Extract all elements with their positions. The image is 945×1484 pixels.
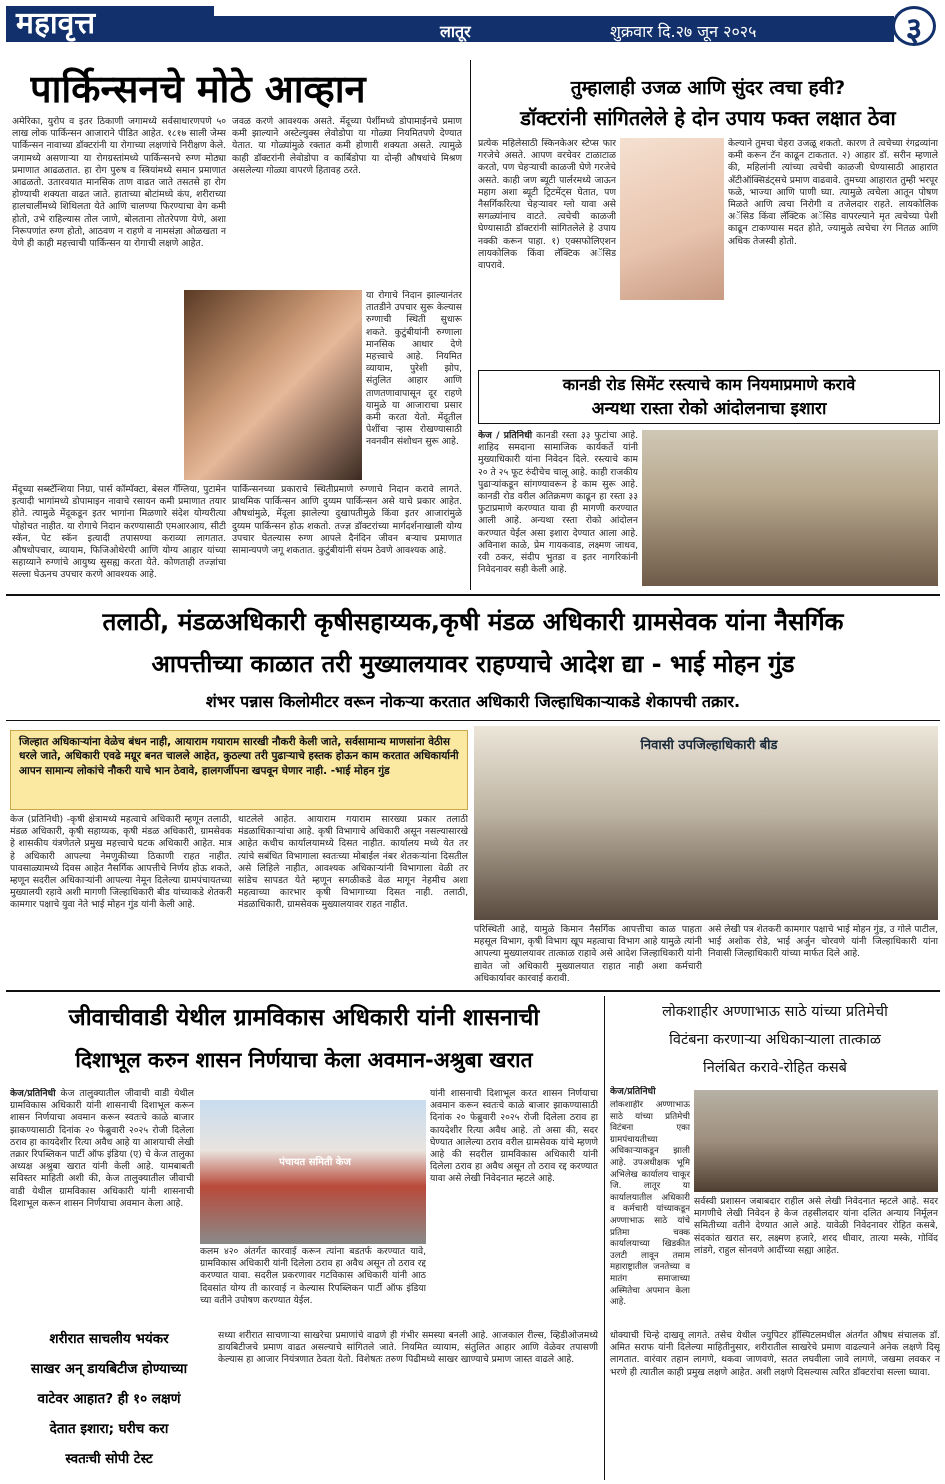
diabetes-headline-line3: वाटेवर आहात? ही १० लक्षणं [37, 1391, 181, 1407]
talathi-caption: परिस्थिती आहे, यामुळे किमान नैसर्गिक आपत्तीचा काळ पाहता महसूल विभाग, कृषी विभाग खूप महत्वाचा विभाग आहे यामुळे त्यांनी आपल्या मुख्यालयावर तात्काळ राहावे असे आदेश जिल्हाधिकारी यांनी द्यावेत जो अधिकारी मुख्यालयात राहात नाही अशा कर्मचारी अधिकार्यावर कारवाई करावी. [474, 924, 702, 984]
jivachiwadi-byline: केज/प्रतिनिधी [10, 1088, 56, 1099]
parkinson-hands-photo [184, 290, 362, 480]
talathi-col1: केज (प्रतिनिधी) -कृषी क्षेत्रामध्ये महत्वाचे अधिकारी म्हणून तलाठी, मंडळ अधिकारी, कृषी सहाय्यक, कृषी मंडळ अधिकारी, ग्रामसेवक हे शासकीय यंत्रणेतले प्रमुख महत्त्वाचे घटक अधिकारी आहेत. मात्र हे अधिकारी आपल्या नेमणुकीच्या ठिकाणी राहत नाहीत. पावसाळ्यामध्ये दिवस आहेत नैसर्गिक आपत्तीचे निर्णय होऊ शकते, म्हणून सदरील अधिकाऱ्यांनी आपल्या नेमून दिलेल्या ग्रामपंचायतच्या मुख्यालयी रहावे अशी मागणी जिल्हाधिकारी बीड यांच्याकडे शेतकरी कामगार पक्षाचे युवा नेते भाई मोहन गुंड यांनी केली आहे. [10, 814, 232, 911]
section-divider [6, 990, 940, 992]
section-divider [6, 720, 940, 721]
parkinson-col1-bottom: मेंदूच्या सब्स्टॅन्शिया निग्रा, पार्स कॉम्पॅक्टा, बेसल गँग्लिया, पुटामेन इत्यादी भागांमध्ये डोपामाइन नावाचे रसायन कमी प्रमाणात तयार होते. त्यामुळे मेंदूकडून इतर भागांना मिळणारे संदेश योग्यरीत्या पोहोचत नाहीत. या रोगाचे निदान करण्यासाठी एमआरआय, सीटी स्कॅन, पेट स्कॅन इत्यादी तपासण्या कराव्या लागतात. औषधोपचार, व्यायाम, फिजिओथेरपी आणि योग्य आहार यांच्या सहाय्याने रुग्णांचे आयुष्य सुसह्य करता येते. कोणताही तज्ज्ञांचा सल्ला घेऊनच उपचार करणे आवश्यक आहे. [12, 484, 226, 581]
talathi-subhead: शंभर पन्नास किलोमीटर वरून नोकऱ्या करतात अधिकारी जिल्हाधिकाऱ्याकडे शेकापची तक्रार. [205, 692, 741, 711]
jivachiwadi-building-photo [200, 1100, 426, 1244]
annabhau-group-photo [694, 1090, 938, 1192]
kandi-group-photo [642, 430, 938, 586]
talathi-officer-photo [474, 726, 938, 920]
kandi-byline: केज / प्रतिनिधी [478, 430, 533, 441]
jivachiwadi-col3: यांनी शासनाची दिशाभूल करत शासन निर्णयाचा अवमान करून स्वतःचे काळे बाजार झाकण्यासाठी दिनांक २० फेब्रुवारी २०२५ रोजी दिलेला ठराव हा कायदेशीर रित्या अवैध आहे. तो असा की, सदर घेण्यात आलेल्या ठराव वरील ग्रामसेवक यांचे म्हणणे आहे की सदरील ग्रामविकास अधिकारी यांनी दिलेला ठराव हा अवैध असून तो ठराव रद्द करण्यात यावा असे लेखी निवेदनात म्हटले आहे. [430, 1088, 598, 1185]
masthead-bar [214, 16, 894, 42]
talathi-headline-line2: आपत्तीच्या काळात तरी मुख्यालयावर राहण्याचे आदेश द्या - भाई मोहन गुंड [151, 650, 795, 678]
kandi-body [478, 430, 638, 588]
diabetes-headline-line1: शरीरात साचलीय भयंकर [49, 1331, 169, 1347]
talathi-col2: थाटलेले आहेत. आयाराम गयाराम सारख्या प्रकार तलाठी मंडळाधिकाऱ्यांचा आहे. कृषी विभागाचे अधिकारी असून नसल्यासारखे आहेत कधीच कार्यालयामध्ये दिसत नाहीत. कार्यालय मध्ये येत तर त्यांचे सबंधित विभागाला स्वतःच्या मोबाईल नंबर शेतकऱ्यांना दिसतील असे लिहिले नाहीत, आवश्यक अधिकाऱ्यांनी विभागाला वेळी तर सांडेच सापडत येते म्हणून सगळीकडे वेळ मागून नेहमीच अशा महत्वाच्या कारभार कृषी विभागाच्या दिसत नाही. तलाठी, मंडळाधिकारी, ग्रामसेवक मुख्यालयावर राहत नाहीत. [238, 814, 468, 911]
edition-city: लातूर [440, 22, 471, 41]
jivachiwadi-headline-line1: जीवाचीवाडी येथील ग्रामविकास अधिकारी यांनी शासनाची [68, 1005, 540, 1031]
skin-col-right: केल्याने तुमचा चेहरा उजळू शकतो. कारण ते त्वचेच्या रंगद्रव्यांना कमी करून टॅन काढून टाकतात. २) आहार डॉ. सरीन म्हणाले की, महिलांनी त्यांच्या त्वचेची काळजी घेण्यासाठी आहारात अँटीऑक्सिडंट्सचे प्रमाण वाढवावे. तुमच्या आहारात तुम्ही भरपूर फळे, भाज्या आणि पाणी घ्या. त्यामुळे त्वचेला आतून पोषण मिळते आणि त्वचा निरोगी व तजेलदार राहते. लायकोलिक अॅसिड किंवा लॅक्टिक अॅसिड वापरल्याने मृत त्वचेच्या पेशी काढून टाकण्यास मदत होते, ज्यामुळे त्वचेचा रंग नितळ आणि अधिक तेजस्वी होतो. [728, 138, 938, 247]
talathi-col3: असे लेखी पत्र शेतकरी कामगार पक्षाचे भाई मोहन गुंड, उ गोले पाटील, भाई अशोक रोडे, भाई अर्जुन चोरवणे यांनी जिल्हाधिकारी यांना निवासी जिल्हाधिकारी यांच्या मार्फत दिले आहे. [708, 924, 938, 960]
kandi-headline-line2: अन्यथा रास्ता रोको आंदोलनाचा इशारा [591, 399, 827, 419]
skin-model-photo [620, 138, 724, 300]
diabetes-body-right: धोक्याची चिन्हे दाखवू लागते. तसेच येथील ज्युपिटर हॉस्पिटलमधील अंतर्गत औषध संचालक डॉ. अमित सराफ यांनी दिलेल्या माहितीनुसार, शरीरातील साखरेचे प्रमाण वाढल्याने अनेक लक्षणे दिसू लागतात. वारंवार तहान लागणे, थकवा जाणवणे, सतत लघवीला जावे लागणे, जखमा लवकर न भरणे ही त्यातील काही प्रमुख लक्षणे आहेत. अशी लक्षणे दिसल्यास त्वरित डॉक्टरांचा सल्ला घ्यावा. [610, 1330, 940, 1378]
jivachiwadi-headline-line2: दिशाभूल करुन शासन निर्णयाचा केला अवमान-अश्रुबा खरात [75, 1048, 533, 1072]
building-sign-label: पंचायत समिती केज [279, 1157, 351, 1168]
diabetes-headline-line2: साखर अन् डायबिटीज होण्याच्या [30, 1361, 188, 1377]
jivachiwadi-col1-text: केज तालुक्यातील जीवाची वाडी येथील ग्रामविकास अधिकारी यांनी शासनाची दिशाभूल करून शासन निर्णयाचा अवमान करून स्वतःचे काळे बाजार झाकण्यासाठी दिनांक २० फेब्रुवारी २०२५ रोजी दिलेला ठराव हा कायदेशीर रित्या अवैध आहे या आशयाची लेखी तक्रार रिपब्लिकन पार्टी ऑफ इंडिया (ए) चे केज तालुका अध्यक्ष अश्रुबा खरात यांनी केली आहे. यामबाबती सविस्तर माहिती अशी की, केज तालुक्यातील जीवाची वाडी येथील ग्रामविकास अधिकारी यांनी शासनाची दिशाभूल करून शासन निर्णयाचा अवमान केला आहे. [10, 1088, 194, 1209]
annabhau-byline: केज/प्रतिनिधी [610, 1086, 656, 1097]
diabetes-headline-line4: देतात इशारा; घरीच करा [49, 1421, 169, 1437]
talathi-pullquote: जिल्हात अधिकाऱ्यांना वेळेच बंधन नाही, आयाराम गयाराम सारखी नौकरी केली जाते, सर्वसामान्य माणसांना वेठीस धरले जाते, अधिकारी एवढे मग्रूर बनत चालले आहेत, कुठल्या तरी पुढाऱ्याचे हस्तक होऊन काम करतात अधिकार्यानी आपन सामान्य लोकांचे नौकरी याचे भान ठेवावे, हालगर्जीपना खपवून घेणार नाही. -भाई मोहन गुंड [10, 730, 468, 810]
skin-headline-line2: डॉक्टरांनी सांगितलेले हे दोन उपाय फक्त लक्षात ठेवा [520, 106, 896, 130]
column-divider [604, 996, 605, 1480]
annabhau-headline [610, 998, 940, 1082]
parkinson-col1-top: अमेरिका, युरोप व इतर ठिकाणी जगामध्ये सर्वसाधारणपणे ५० लाख लोक पार्किन्सन आजाराने पीडित आहेत. १८१७ साली जेम्स पार्किन्सन नावाच्या डॉक्टरांनी या रोगाच्या लक्षणांचे निरीक्षण केले. जगामध्ये असणाऱ्या या रोगग्रस्तांमध्ये पार्किन्सनचे रुग्ण मोठ्या प्रमाणात आढळतात. हा रोग पुरुष व स्त्रियांमध्ये समान प्रमाणात आढळतो. उतारवयात मानसिक ताण वाढत जाते तसतसे हा रोग होण्याची शक्यता वाढत जाते. हाताच्या बोटांमध्ये कंप, शरीराच्या हालचालींमध्ये शिथिलता येते आणि चालण्या फिरण्याचा वेग कमी होतो, उभे राहिल्यास तोल जाणे, बोलताना तोतरेपणा येणे, अशा निरूपणांत रुग्ण होतो, आठवण न राहणे व नामसंज्ञा ओळखता न येणे ही काही महत्त्वाची पार्किन्सन या रोगाची लक्षणे आहेत. [12, 116, 226, 250]
jivachiwadi-col2: कलम ४२० अंतर्गत कारवाई करून त्यांना बडतर्फ करण्यात यावे, ग्रामविकास अधिकारी यांनी दिलेला ठराव हा अवैध असून तो ठराव रद्द करण्यात यावा. सदरील प्रकरणावर गटविकास अधिकारी यांनी आठ दिवसांत योग्य ती कारवाई न केल्यास रिपब्लिकन पार्टी ऑफ इंडिया च्या वतीने उपोषण करण्यात येईल. [200, 1246, 426, 1306]
diabetes-sidebar [6, 1324, 212, 1480]
kandi-headline-line1: कानडी रोड सिमेंट रस्त्याचे काम नियमाप्रमाणे करावे [562, 375, 856, 394]
section-divider [6, 594, 940, 596]
annabhau-headline-line2: विटंबना करणाऱ्या अधिकाऱ्याला तात्काळ [669, 1032, 881, 1048]
kandi-headline-box [478, 370, 940, 424]
kandi-text: कानडी रस्ता ३३ फुटांचा आहे. शाहिद समदाना सामाजिक कार्यकर्ते यांनी मुख्याधिकारी यांना निवेदन दिले. रस्त्याचे काम २० ते २५ फूट रुंदीचेच चालू आहे. काही राजकीय पुढाऱ्यांकडून सांगण्यावरून हे काम सुरू आहे. कानडी रोड वरील अतिक्रमण काढून हा रस्ता ३३ फुटाप्रमाणे करण्यात यावा ही मागणी करण्यात आली आहे. अन्यथा रस्ता रोको आंदोलन करण्यात येईल असा इशारा देण्यात आला आहे. अविनाश काळे, प्रेम गायकवाड, लक्ष्मण जाधव, रवी ठकर, संदीप भुतडा व इतर नागरिकांनी निवेदनावर सही केली आहे. [478, 430, 638, 576]
annabhau-headline-line3: निलंबित करावे-रोहित कसबे [703, 1060, 847, 1076]
parkinson-headline: पार्किन्सनचे मोठे आव्हान [30, 67, 366, 111]
parkinson-col2-mid: या रोगाचे निदान झाल्यानंतर तातडीने उपचार सुरू केल्यास रुग्णाची स्थिती सुधारू शकते. कुटुंबीयांनी रुग्णाला मानसिक आधार देणे महत्त्वाचे आहे. नियमित व्यायाम, पुरेशी झोप, संतुलित आहार आणि ताणतणावापासून दूर राहणे यामुळे या आजाराचा प्रसार कमी करता येतो. मेंदूतील पेशींचा ऱ्हास रोखण्यासाठी नवनवीन संशोधन सुरू आहे. [366, 290, 462, 448]
annabhau-col1-text: लोकशाहीर अण्णाभाऊ साठे यांच्या प्रतिमेची विटंबना एका ग्रामपंचायतीच्या अधिकाऱ्याकडून झाली आहे. उपअधीक्षक भूमि अभिलेख कार्यालय चाकूर जि. लातूर या कार्यालयातील अधिकारी व कर्मचारी यांच्याकडून अण्णाभाऊ साठे यांचे प्रतिमा चक्क कार्यालयाच्या खिडकीत उलटी लावून तमाम महाराष्ट्रातील जनतेच्या व मातंग समाजाच्या अस्मितेचा अपमान केला आहे. [610, 1100, 690, 1308]
annabhau-headline-line1: लोकशाहीर अण्णाभाऊ साठे यांच्या प्रतिमेची [662, 1004, 888, 1020]
skin-col-left: प्रत्येक महिलेसाठी स्किनकेअर स्टेप्स फार गरजेचे असते. आपण वरचेवर टाळाटाळ करतो, पण चेहऱ्याची काळजी घेणे गरजेचे असते. काही जण ब्यूटी पार्लरमध्ये जाऊन महाग अशा ब्यूटी ट्रिटमेंट्स घेतात, पण नैसर्गिकरित्या चेहऱ्यावर ग्लो यावा असे सगळ्यांनाच वाटते. त्वचेची काळजी घेण्यासाठी डॉक्टरांनी सांगितलेले हे उपाय नक्की करून पाहा. १) एक्सफोलिएशन लायकोलिक किंवा लॅक्टिक अॅसिड वापरावे. [478, 138, 616, 272]
column-divider [470, 60, 471, 590]
issue-date: शुक्रवार दि.२७ जून २०२५ [610, 22, 757, 41]
parkinson-col2-bottom: पार्किन्सनच्या प्रकाराचे स्थितीप्रमाणे रुग्णाचे निदान करावे लागते. प्राथमिक पार्किन्सन आणि दुय्यम पार्किन्सन असे याचे प्रकार आहेत. औषधांमुळे, मेंदूला झालेल्या दुखापतीमुळे किंवा इतर आजारांमुळे दुय्यम पार्किन्सन होऊ शकतो. तज्ज्ञ डॉक्टरांच्या मार्गदर्शनाखाली योग्य उपचार घेतल्यास रुग्ण आपले दैनंदिन जीवन बऱ्याच प्रमाणात सामान्यपणे जगू शकतात. कुटुंबीयांनी संयम ठेवणे आवश्यक आहे. [232, 484, 462, 557]
masthead [0, 0, 945, 50]
skin-headline-line1: तुम्हालाही उजळ आणि सुंदर त्वचा हवी? [570, 77, 846, 99]
jivachiwadi-col1 [10, 1088, 194, 1284]
office-sign-label: निवासी उपजिल्हाधिकारी बीड [640, 738, 778, 753]
page-number: ३ [892, 6, 936, 46]
newspaper-brand: महावृत्त [6, 6, 214, 42]
parkinson-col2-top: जवळ करणे आवश्यक असते. मेंदूच्या पेशींमध्ये डोपामाईनचे प्रमाण कमी झाल्याने अस्टेल्युक्स लेवोडोपा या गोळ्या नियमितपणे देण्यात येतात. या गोळ्यांमुळे रक्तात कमी होणारी शक्यता असते. त्यामुळे काही डॉक्टरांनी लेवोडोपा व कार्बिडोपा या दोन्ही औषधांचे मिश्रण असलेल्या गोळ्या वापरणे हितावह ठरते. [232, 116, 462, 176]
diabetes-headline-line5: स्वतःची सोपी टेस्ट [65, 1451, 153, 1467]
diabetes-body-left: सध्या शरीरात साचणाऱ्या साखरेचा प्रमाणांचे वाढणे ही गंभीर समस्या बनली आहे. आजकाल रील्स, व्हिडीओजमध्ये डायबिटीजचे प्रमाण वाढत असल्याचे सांगितले जाते. नियमित व्यायाम, संतुलित आहार आणि वेळेवर तपासणी केल्यास हा आजार नियंत्रणात ठेवता येतो. विशेषतः तरुण पिढीमध्ये साखर खाण्याचे प्रमाण जास्त वाढले आहे. [218, 1330, 598, 1366]
annabhau-col2: सर्वस्वी प्रशासन जबाबदार राहील असे लेखी निवेदनात म्हटले आहे. सदर मागणीचे लेखी निवेदन हे केज तहसीलदार यांना दलित अन्याय निर्मूलन समितीच्या वतीने देण्यात आले आहे. यावेळी निवेदनावर रोहित कसबे, संदकांत खरात सर, लक्ष्मण हजारे, शरद धीवार, तात्या मस्के, गोविंद लांडगे, राहुल सोनवणे आदींच्या सह्या आहेत. [694, 1196, 938, 1256]
talathi-headline-line1: तलाठी, मंडळअधिकारी कृषीसहाय्यक,कृषी मंडळ अधिकारी ग्रामसेवक यांना नैसर्गिक [102, 607, 844, 636]
